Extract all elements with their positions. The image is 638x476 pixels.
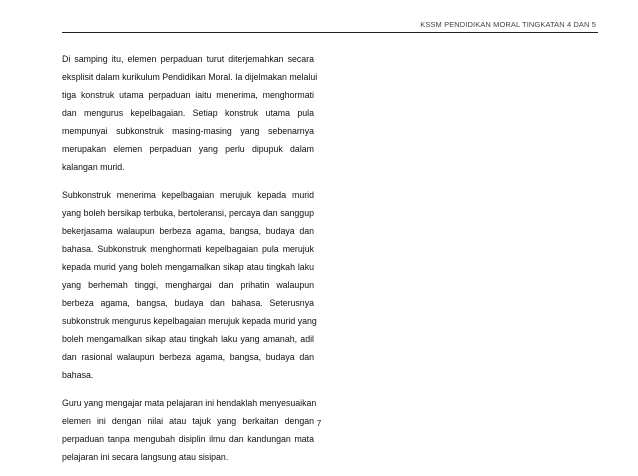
text-line: merupakan elemen perpaduan yang perlu dipupuk dalam <box>62 144 314 154</box>
page-number: 7 <box>316 418 322 428</box>
page-header <box>0 20 638 36</box>
text-line: mempunyai subkonstruk masing-masing yang sebenarnya <box>62 126 314 136</box>
text-line: eksplisit dalam kurikulum Pendidikan Moral. Ia dijelmakan melalui <box>62 72 318 82</box>
text-line: bekerjasama walaupun berbeza agama, bangsa, budaya dan <box>62 226 314 236</box>
text-line: elemen ini dengan nilai atau tajuk yang berkaitan dengan <box>62 416 314 426</box>
text-line: pelajaran ini secara langsung atau sisipan. <box>62 452 229 462</box>
text-line: Di samping itu, elemen perpaduan turut diterjemahkan secara <box>62 54 314 64</box>
text-line: tiga konstruk utama perpaduan iaitu menerima, menghormati <box>62 90 314 100</box>
header-title: KSSM PENDIDIKAN MORAL TINGKATAN 4 DAN 5 <box>420 20 596 29</box>
text-line: dan rasional walaupun berbeza agama, bangsa, budaya dan <box>62 352 314 362</box>
body-text <box>62 50 318 476</box>
text-line: kalangan murid. <box>62 162 125 172</box>
header-rule <box>62 32 598 33</box>
text-line: perpaduan tanpa mengubah disiplin ilmu dan kandungan mata <box>62 434 314 444</box>
text-line: dan mengurus kepelbagaian. Setiap konstruk utama pula <box>62 108 314 118</box>
text-line: berbeza agama, bangsa, budaya dan bahasa. Seterusnya <box>62 298 314 308</box>
paragraph-3 <box>62 394 317 466</box>
text-line: bahasa. <box>62 370 94 380</box>
paragraph-1 <box>62 50 318 176</box>
text-line: yang berhemah tinggi, menghargai dan prihatin walaupun <box>62 280 314 290</box>
text-line: Guru yang mengajar mata pelajaran ini hendaklah menyesuaikan <box>62 398 317 408</box>
text-line: boleh mengamalkan sikap atau tingkah laku yang amanah, adil <box>62 334 314 344</box>
text-line: bahasa. Subkonstruk menghormati kepelbagaian pula merujuk <box>62 244 314 254</box>
text-line: yang boleh bersikap terbuka, bertoleransi, percaya dan sanggup <box>62 208 314 218</box>
text-line: Subkonstruk menerima kepelbagaian merujuk kepada murid <box>62 190 314 200</box>
paragraph-2 <box>62 186 317 384</box>
text-line: subkonstruk mengurus kepelbagaian merujuk kepada murid yang <box>62 316 317 326</box>
text-line: kepada murid yang boleh mengamalkan sikap atau tingkah laku <box>62 262 314 272</box>
